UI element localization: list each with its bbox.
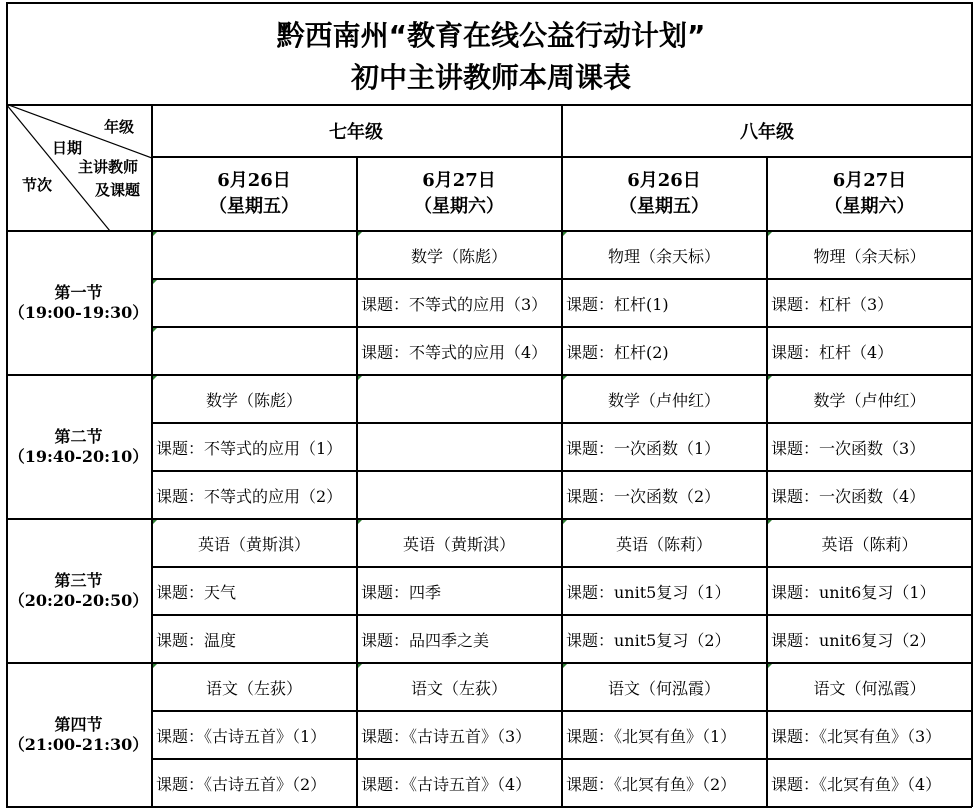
- cell-comment-marker: [153, 328, 157, 332]
- lesson-topic-cell: [152, 327, 356, 375]
- lesson-topic-cell: 课题：《北冥有鱼》（4）: [771, 774, 942, 794]
- period-time: （20:20-20:50）: [8, 591, 149, 610]
- subject-teacher-cell: 英语（黄斯淇）: [197, 534, 310, 554]
- weekday-text: （星期六）: [824, 196, 915, 217]
- lesson-topic-cell: 课题：不等式的应用（4）: [361, 342, 548, 362]
- corner-diagonals: [6, 104, 152, 231]
- period-time: （21:00-21:30）: [8, 735, 149, 754]
- lesson-topic-cell: 课题：四季: [361, 582, 442, 602]
- corner-teacher-label-2: 及课题: [95, 181, 141, 199]
- cell-comment-marker: [358, 376, 362, 380]
- lesson-topic-cell: 课题：温度: [156, 630, 237, 650]
- period-name: 第二节: [54, 427, 103, 446]
- lesson-topic-cell: 课题：一次函数（2）: [566, 486, 721, 506]
- subject-teacher-cell: 语文（左荻）: [205, 678, 302, 698]
- subject-teacher-cell: [152, 231, 356, 279]
- cell-comment-marker: [563, 376, 567, 380]
- lesson-topic-cell: 课题：unit5复习（1）: [566, 582, 731, 602]
- lesson-topic-cell: [357, 471, 561, 519]
- title-line-2: 初中主讲教师本周课表: [350, 61, 631, 94]
- subject-teacher-cell: 数学（陈彪）: [410, 246, 507, 266]
- date-text: 6月27日: [832, 170, 907, 191]
- grid-line-v: [766, 156, 768, 807]
- lesson-topic-cell: 课题：《北冥有鱼》（1）: [566, 726, 737, 746]
- cell-comment-marker: [768, 664, 772, 668]
- cell-comment-marker: [153, 376, 157, 380]
- grid-line-v: [6, 2, 8, 807]
- lesson-topic-cell: 课题：杠杆(1): [566, 294, 669, 314]
- grid-line-v: [561, 104, 563, 807]
- date-text: 6月26日: [627, 170, 701, 191]
- lesson-topic-cell: 课题：unit5复习（2）: [566, 630, 731, 650]
- weekday-text: （星期五）: [619, 196, 709, 217]
- subject-teacher-cell: 数学（陈彪）: [205, 390, 302, 410]
- subject-teacher-cell: 语文（左荻）: [410, 678, 507, 698]
- subject-teacher-cell: [357, 375, 561, 423]
- grid-line-v: [151, 104, 153, 807]
- cell-comment-marker: [153, 232, 157, 236]
- date-header: [562, 157, 766, 231]
- date-text: 6月26日: [217, 170, 291, 191]
- lesson-topic-cell: 课题：天气: [156, 582, 237, 602]
- title-line-1: 黔西南州“教育在线公益行动计划”: [276, 19, 706, 52]
- grade-header-7: 七年级: [329, 121, 383, 143]
- period-name: 第四节: [54, 715, 103, 734]
- grade-header-8: 八年级: [740, 121, 794, 143]
- period-label: [6, 663, 151, 807]
- subject-teacher-cell: 语文（何泓霞）: [813, 678, 926, 698]
- cell-comment-marker: [153, 520, 157, 524]
- corner-teacher-label-1: 主讲教师: [78, 158, 139, 176]
- lesson-topic-cell: 课题：杠杆(2): [566, 342, 669, 362]
- subject-teacher-cell: 物理（余天标）: [813, 246, 926, 266]
- period-name: 第三节: [54, 571, 103, 590]
- period-name: 第一节: [54, 283, 103, 302]
- subject-teacher-cell: 英语（陈莉）: [615, 534, 712, 554]
- weekday-text: （星期五）: [209, 196, 299, 217]
- lesson-topic-cell: [357, 423, 561, 471]
- date-text: 6月27日: [422, 170, 496, 191]
- cell-comment-marker: [768, 232, 772, 236]
- period-time: （19:40-20:10）: [8, 447, 149, 466]
- period-label: [6, 375, 151, 519]
- lesson-topic-cell: 课题：一次函数（1）: [566, 438, 721, 458]
- corner-grade-label: 年级: [104, 118, 135, 136]
- date-header: [152, 157, 356, 231]
- lesson-topic-cell: 课题：《古诗五首》（4）: [361, 774, 532, 794]
- cell-comment-marker: [153, 280, 157, 284]
- lesson-topic-cell: 课题：《北冥有鱼》（3）: [771, 726, 942, 746]
- subject-teacher-cell: 英语（陈莉）: [821, 534, 918, 554]
- lesson-topic-cell: 课题：《古诗五首》（3）: [361, 726, 532, 746]
- corner-date-label: 日期: [52, 139, 83, 157]
- lesson-topic-cell: 课题：不等式的应用（2）: [156, 486, 343, 506]
- cell-comment-marker: [563, 520, 567, 524]
- lesson-topic-cell: 课题：不等式的应用（1）: [156, 438, 343, 458]
- lesson-topic-cell: 课题：品四季之美: [361, 630, 490, 650]
- period-time: （19:00-19:30）: [8, 303, 149, 322]
- cell-comment-marker: [358, 664, 362, 668]
- date-header: [767, 157, 972, 231]
- period-label: [6, 231, 151, 375]
- corner-period-label: 节次: [22, 176, 53, 194]
- lesson-topic-cell: [152, 279, 356, 327]
- lesson-topic-cell: 课题：杠杆（3）: [771, 294, 894, 314]
- lesson-topic-cell: 课题：unit6复习（2）: [771, 630, 936, 650]
- cell-comment-marker: [358, 232, 362, 236]
- lesson-topic-cell: 课题：不等式的应用（3）: [361, 294, 548, 314]
- lesson-topic-cell: 课题：杠杆（4）: [771, 342, 894, 362]
- grid-line-v: [971, 2, 973, 807]
- lesson-topic-cell: 课题：一次函数（4）: [771, 486, 926, 506]
- cell-comment-marker: [563, 664, 567, 668]
- weekday-text: （星期六）: [414, 196, 504, 217]
- subject-teacher-cell: 语文（何泓霞）: [607, 678, 720, 698]
- subject-teacher-cell: 数学（卢仲红）: [607, 390, 720, 410]
- grid-line-v: [356, 156, 358, 807]
- lesson-topic-cell: 课题：《古诗五首》（1）: [156, 726, 327, 746]
- lesson-topic-cell: 课题：一次函数（3）: [771, 438, 926, 458]
- cell-comment-marker: [358, 520, 362, 524]
- subject-teacher-cell: 英语（黄斯淇）: [402, 534, 515, 554]
- date-header: [357, 157, 561, 231]
- cell-comment-marker: [768, 376, 772, 380]
- subject-teacher-cell: 物理（余天标）: [607, 246, 720, 266]
- period-label: [6, 519, 151, 663]
- cell-comment-marker: [768, 520, 772, 524]
- lesson-topic-cell: 课题：《北冥有鱼》（2）: [566, 774, 737, 794]
- cell-comment-marker: [153, 664, 157, 668]
- cell-comment-marker: [563, 232, 567, 236]
- lesson-topic-cell: 课题：《古诗五首》（2）: [156, 774, 327, 794]
- lesson-topic-cell: 课题：unit6复习（1）: [771, 582, 936, 602]
- grid-line-h: [6, 2, 972, 4]
- subject-teacher-cell: 数学（卢仲红）: [813, 390, 926, 410]
